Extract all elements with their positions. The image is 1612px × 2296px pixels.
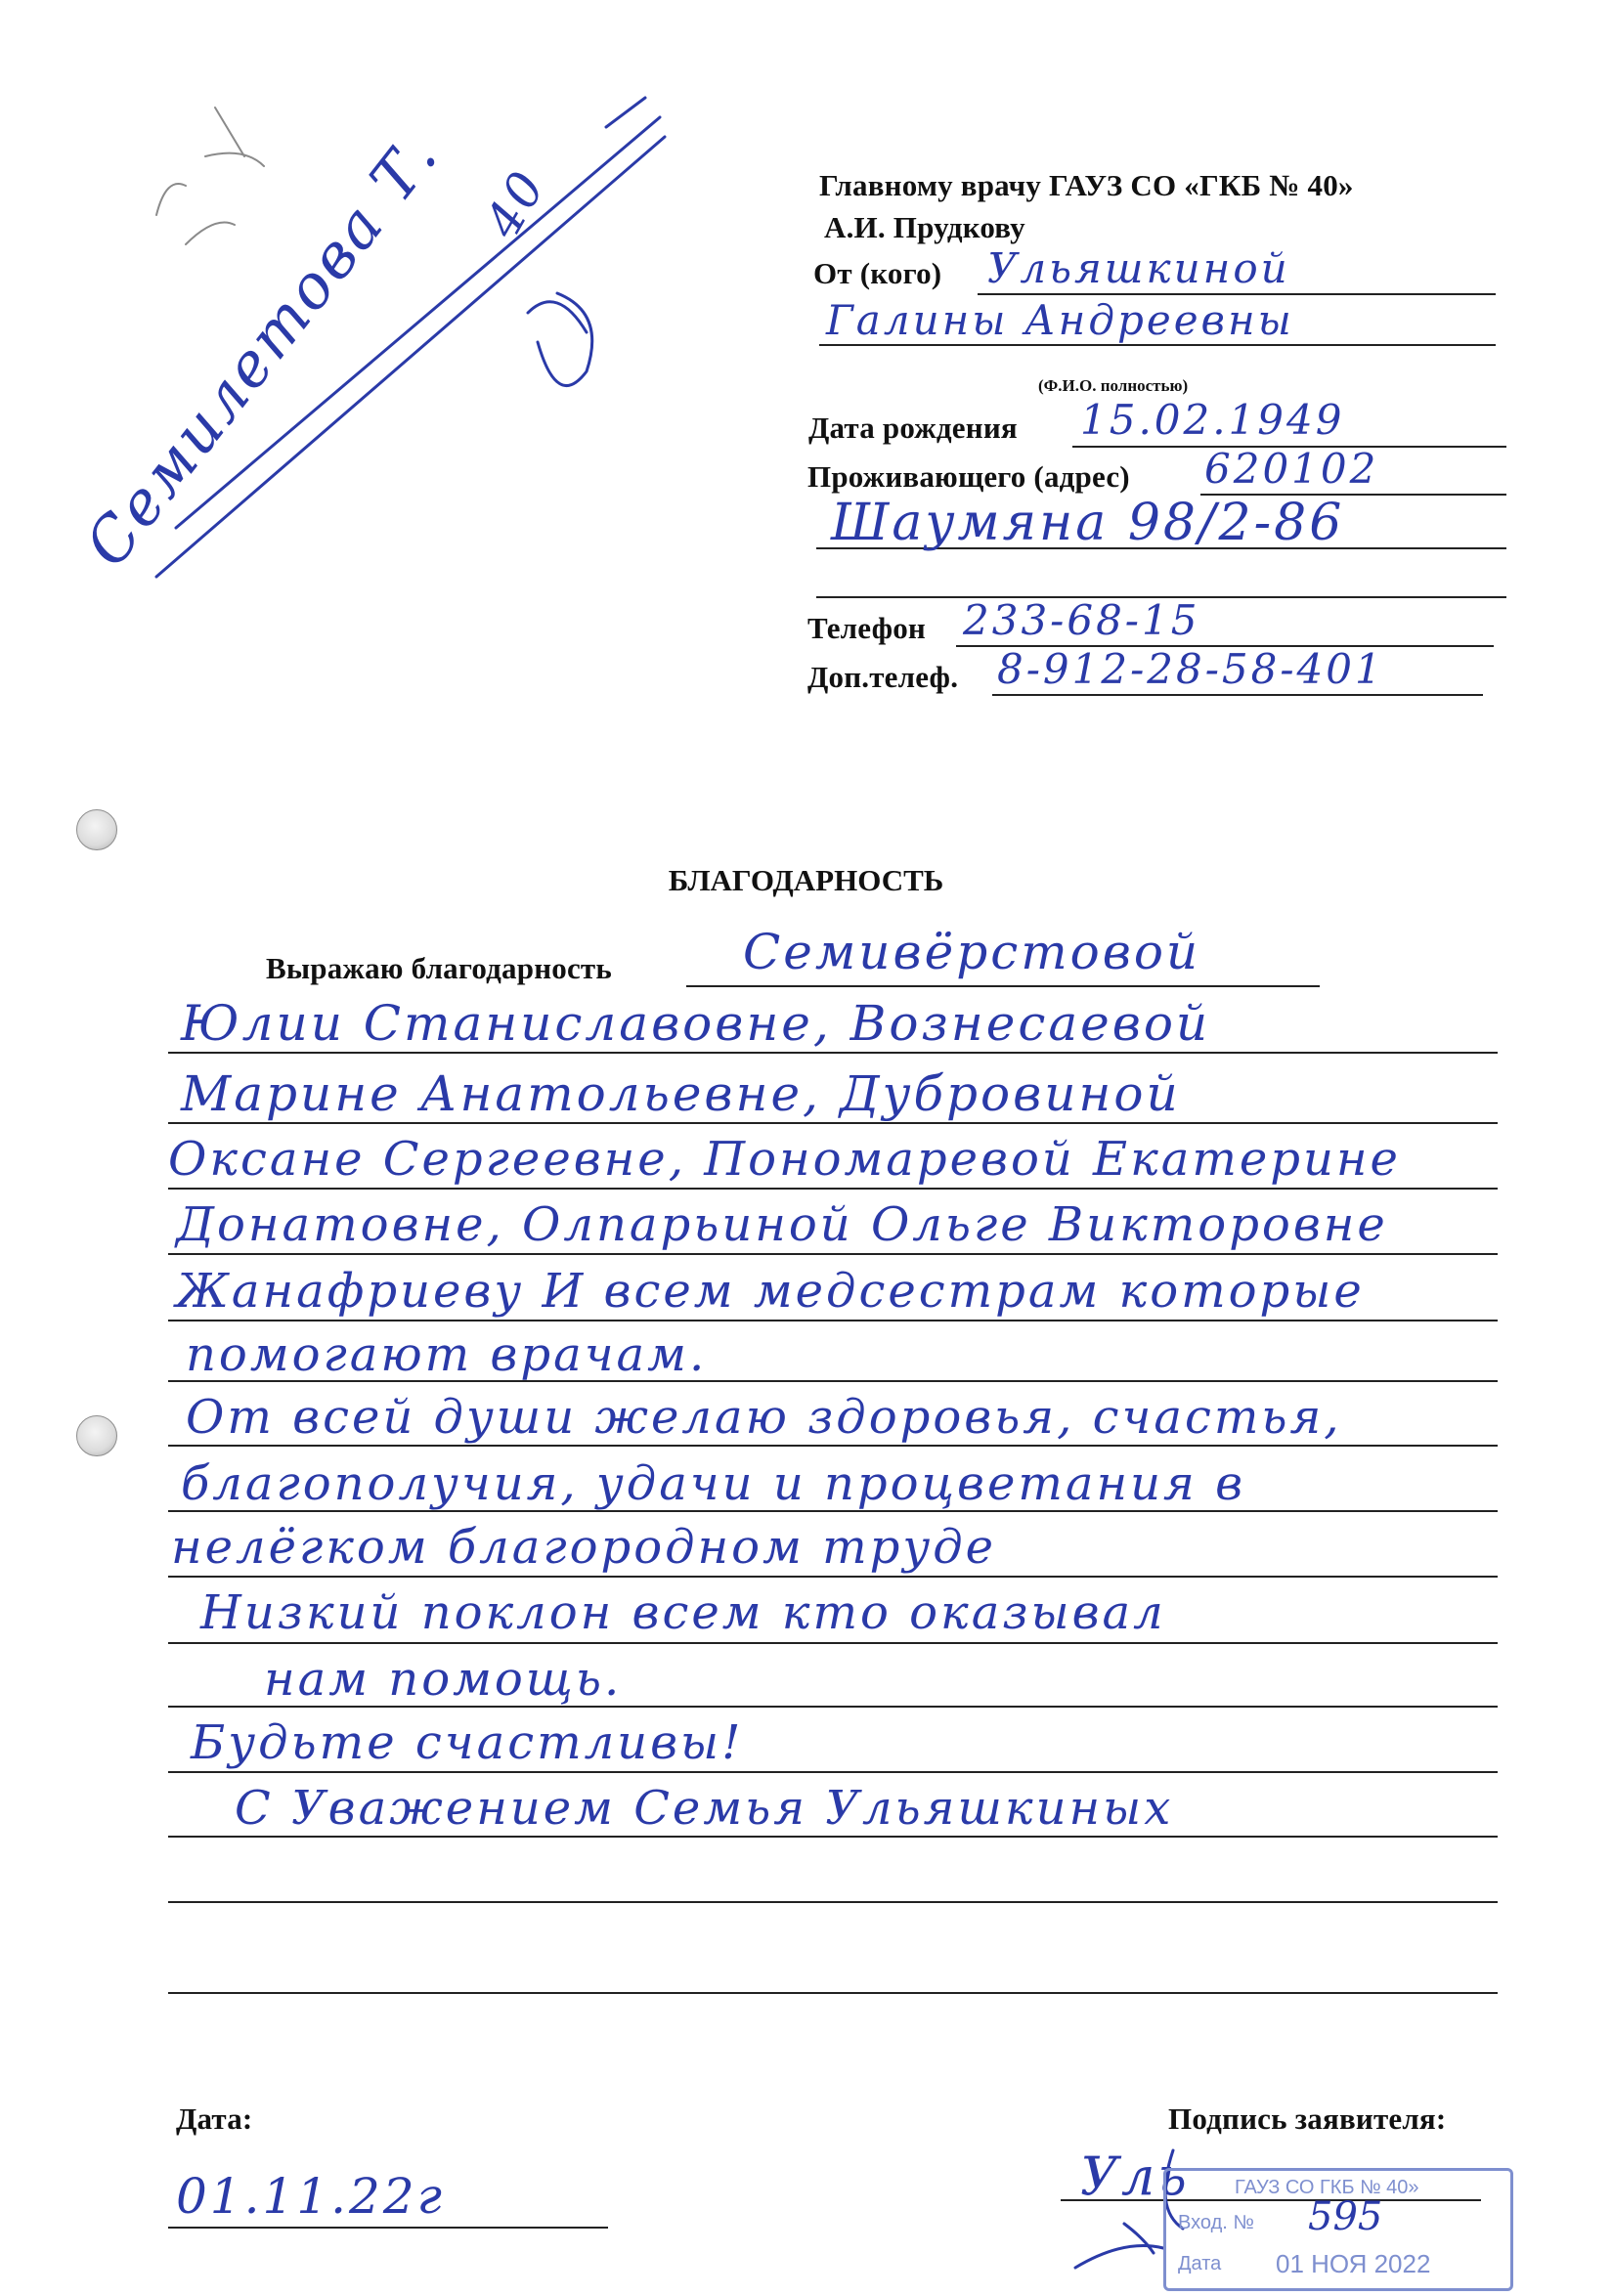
body-line-3: Марине Анатольевне, Дубровиной <box>181 1065 1181 1122</box>
phone-value: 233-68-15 <box>963 596 1200 644</box>
from-value-line1: Ульяшкиной <box>987 244 1290 292</box>
body-rule <box>168 1836 1498 1838</box>
from-line-2 <box>819 344 1496 346</box>
signature-value: Уль <box>1080 2145 1190 2207</box>
stamp-org: ГАУЗ СО ГКБ № 40» <box>1235 2177 1419 2198</box>
body-rule <box>168 1642 1498 1644</box>
body-rule <box>168 1320 1498 1321</box>
address-label: Проживающего (адрес) <box>807 459 1130 494</box>
birth-label: Дата рождения <box>808 411 1018 445</box>
from-line-1 <box>978 293 1496 295</box>
resolution-visa-drawing <box>98 20 704 606</box>
date-line <box>168 2227 608 2229</box>
date-label: Дата: <box>176 2101 253 2136</box>
body-line-9: благополучия, удачи и процветания в <box>181 1456 1246 1511</box>
body-rule <box>168 1901 1498 1903</box>
extra-phone-value: 8-912-28-58-401 <box>997 645 1384 693</box>
body-rule <box>168 1122 1498 1124</box>
body-rule <box>168 1771 1498 1773</box>
from-label: От (кого) <box>813 256 942 290</box>
from-value-line2: Галины Андреевны <box>826 296 1294 344</box>
body-line-8: От всей души желаю здоровья, счастья, <box>186 1390 1342 1445</box>
body-line-4: Оксане Сергеевне, Пономаревой Екатерине <box>168 1132 1401 1187</box>
body-line-11: Низкий поклон всем кто оказывал <box>200 1585 1166 1640</box>
punch-hole-top <box>76 809 117 850</box>
intro-line <box>686 985 1320 987</box>
body-line-13: Будьте счастливы! <box>191 1715 744 1770</box>
birth-value: 15.02.1949 <box>1080 396 1345 444</box>
body-rule <box>168 1576 1498 1578</box>
document-title: БЛАГОДАРНОСТЬ <box>668 863 944 897</box>
body-line-7: помогают врачам. <box>186 1327 708 1382</box>
stamp-date-value: 01 НОЯ 2022 <box>1276 2249 1431 2278</box>
body-line-12: нам помощь. <box>264 1652 623 1707</box>
resolution-text: Семилетова Т. <box>70 119 453 580</box>
signature-label: Подпись заявителя: <box>1168 2101 1447 2136</box>
stamp-incoming-label: Вход. № <box>1178 2212 1254 2233</box>
body-line-14: С Уважением Семья Ульяшкиных <box>235 1781 1174 1836</box>
body-rule <box>168 1445 1498 1447</box>
fio-note: (Ф.И.О. полностью) <box>1038 376 1189 395</box>
date-value: 01.11.22г <box>176 2168 445 2225</box>
address-value-line2: Шаумяна 98/2-86 <box>831 494 1345 552</box>
addressee-line1: Главному врачу ГАУЗ СО «ГКБ № 40» <box>819 168 1354 202</box>
extra-phone-line <box>992 694 1483 696</box>
body-rule <box>168 1188 1498 1190</box>
stamp-incoming-number: 595 <box>1308 2194 1383 2239</box>
body-rule <box>168 1253 1498 1255</box>
extra-phone-label: Доп.телеф. <box>807 660 959 694</box>
body-line-2: Юлии Станиславовне, Вознесаевой <box>181 995 1211 1052</box>
address-value-line1: 620102 <box>1204 445 1379 493</box>
body-line-5: Донатовне, Олпарьиной Ольге Викторовне <box>176 1197 1388 1252</box>
punch-hole-bottom <box>76 1415 117 1456</box>
stamp-date-label: Дата <box>1178 2253 1222 2274</box>
phone-label: Телефон <box>807 611 926 645</box>
body-line-10: нелёгком благородном труде <box>171 1520 997 1575</box>
resolution-number: 40 <box>473 159 557 247</box>
body-line-6: Жанафриеву И всем медсестрам которые <box>176 1264 1365 1319</box>
registration-stamp <box>1163 2168 1513 2291</box>
body-rule-final <box>168 1992 1498 1994</box>
body-line-1: Семивёрстовой <box>743 924 1201 980</box>
intro-label: Выражаю благодарность <box>266 951 612 985</box>
addressee-line2: А.И. Прудкову <box>824 210 1025 244</box>
body-rule <box>168 1052 1498 1054</box>
